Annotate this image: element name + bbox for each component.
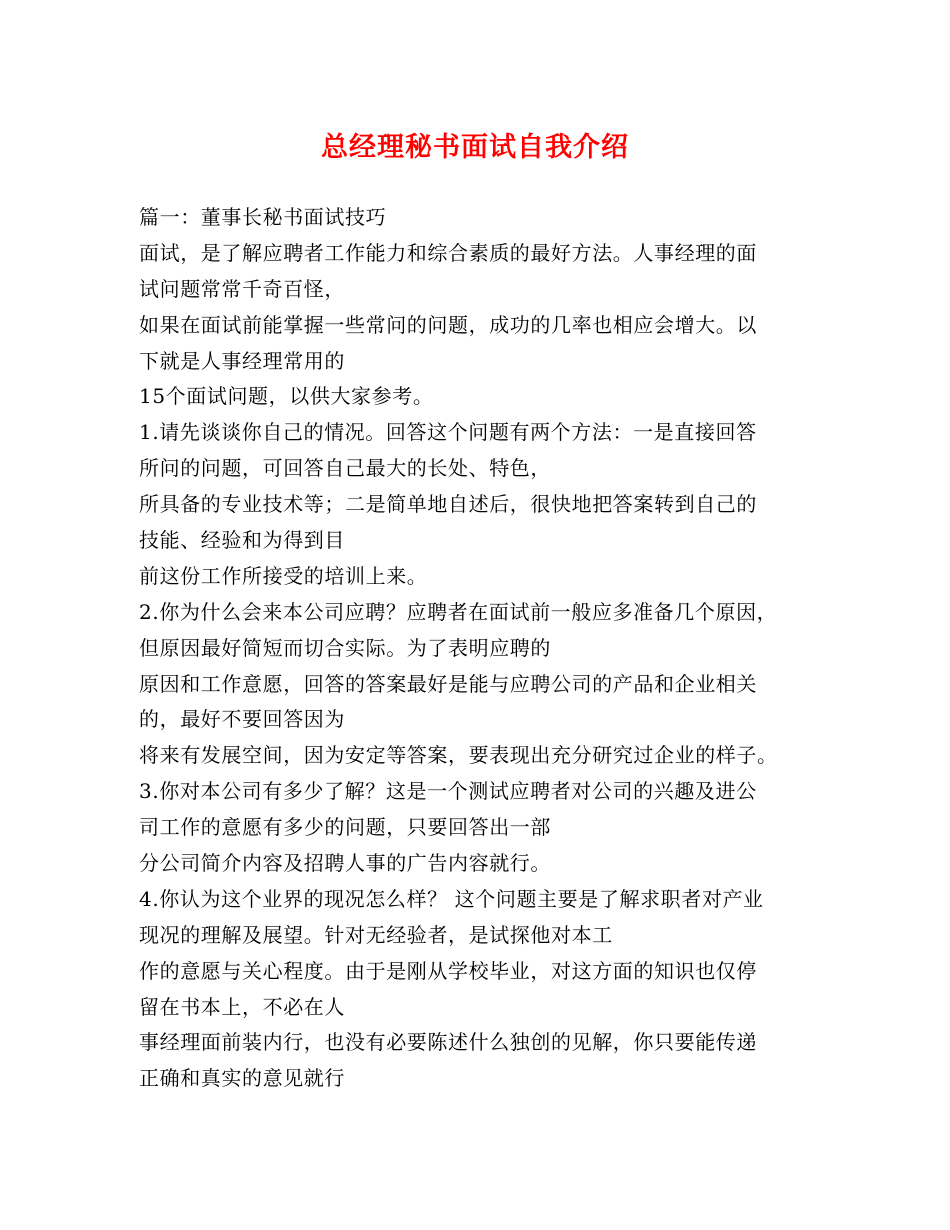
document-line: 试问题常常千奇百怪， bbox=[139, 276, 345, 301]
document-line: 如果在面试前能掌握一些常问的问题，成功的几率也相应会增大。以 bbox=[139, 312, 757, 337]
document-line: 1.请先谈谈你自己的情况。回答这个问题有两个方法：一是直接回答 bbox=[139, 420, 757, 445]
document-line: 技能、经验和为得到目 bbox=[139, 528, 345, 553]
document-line: 篇一：董事长秘书面试技巧 bbox=[139, 205, 387, 229]
document-line: 面试，是了解应聘者工作能力和综合素质的最好方法。人事经理的面 bbox=[139, 240, 757, 265]
document-line: 作的意愿与关心程度。由于是刚从学校毕业，对这方面的知识也仅停 bbox=[139, 958, 757, 983]
document-line: 所问的问题，可回答自己最大的长处、特色， bbox=[139, 456, 551, 481]
document-line: 的，最好不要回答因为 bbox=[139, 707, 345, 732]
document-line: 原因和工作意愿，回答的答案最好是能与应聘公司的产品和企业相关 bbox=[139, 671, 757, 696]
document-body bbox=[139, 200, 819, 1097]
document-line: 留在书本上，不必在人 bbox=[139, 994, 345, 1019]
document-line: 事经理面前装内行，也没有必要陈述什么独创的见解，你只要能传递 bbox=[139, 1030, 757, 1055]
document-line: 分公司简介内容及招聘人事的广告内容就行。 bbox=[139, 851, 551, 876]
document-line: 现况的理解及展望。针对无经验者，是试探他对本工 bbox=[139, 922, 613, 947]
document-line: 2.你为什么会来本公司应聘？应聘者在面试前一般应多准备几个原因， bbox=[139, 599, 778, 624]
document-line: 正确和真实的意见就行 bbox=[139, 1066, 345, 1091]
document-line: 前这份工作所接受的培训上来。 bbox=[139, 563, 428, 588]
document-line: 所具备的专业技术等；二是简单地自述后，很快地把答案转到自己的 bbox=[139, 492, 757, 517]
document-line: 但原因最好简短而切合实际。为了表明应聘的 bbox=[139, 635, 551, 660]
document-line: 将来有发展空间，因为安定等答案，要表现出充分研究过企业的样子。 bbox=[139, 743, 778, 768]
document-line: 4.你认为这个业界的现况怎么样？ 这个问题主要是了解求职者对产业 bbox=[139, 886, 764, 911]
document-line: 下就是人事经理常用的 bbox=[139, 348, 345, 373]
document-line: 15个面试问题，以供大家参考。 bbox=[139, 384, 434, 409]
document-line: 司工作的意愿有多少的问题，只要回答出一部 bbox=[139, 815, 551, 840]
document-title: 总经理秘书面试自我介绍 bbox=[321, 132, 629, 163]
document-line: 3.你对本公司有多少了解？这是一个测试应聘者对公司的兴趣及进公 bbox=[139, 779, 757, 804]
